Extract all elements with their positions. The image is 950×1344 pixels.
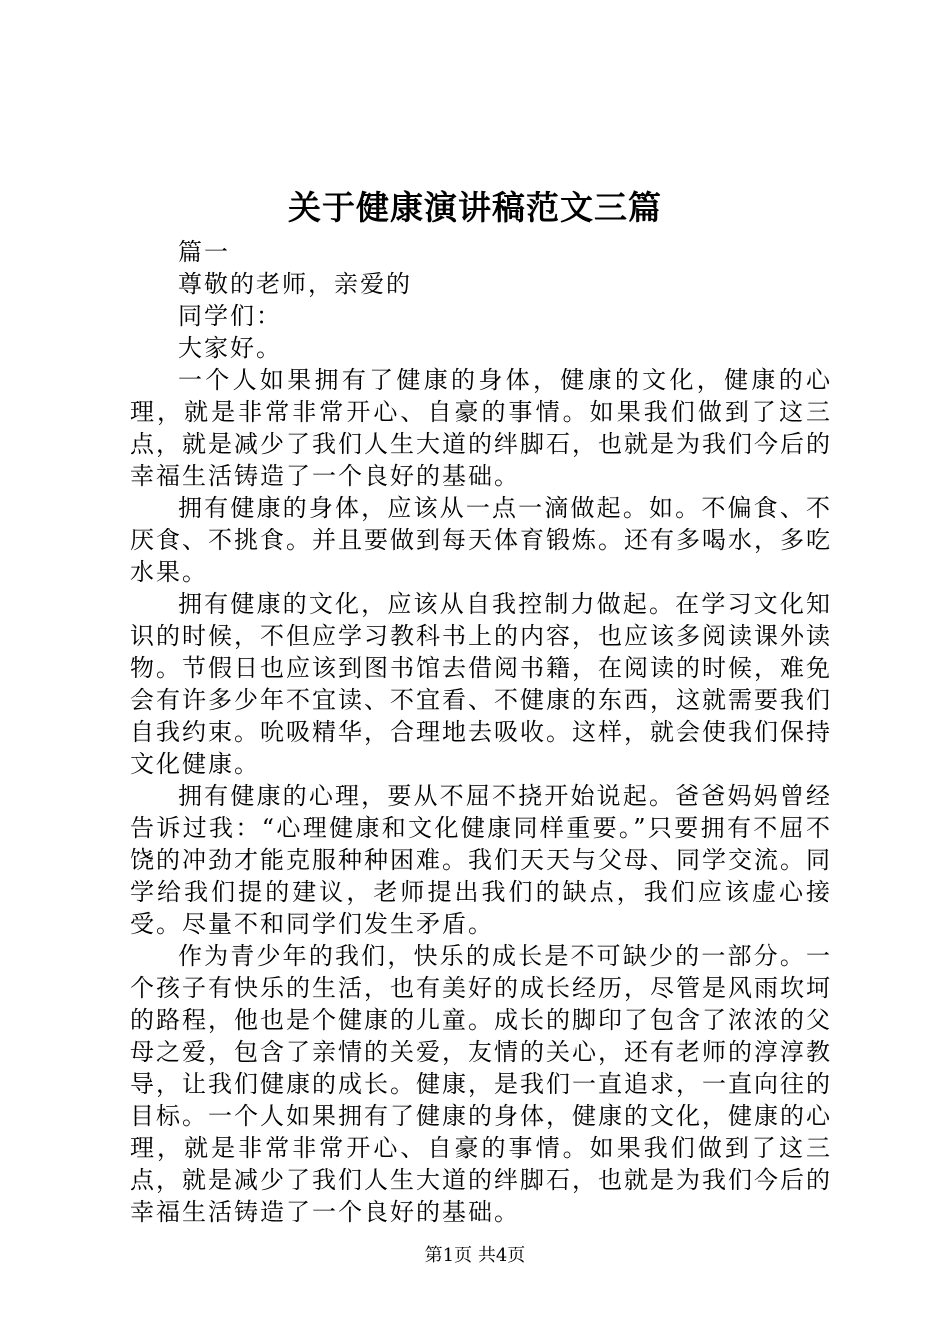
paragraph-mental-health: 拥有健康的心理，要从不屈不挠开始说起。爸爸妈妈曾经告诉过我：“心理健康和文化健康同样重要。”只要拥有不屈不饶的冲劲才能克服种种困难。我们天天与父母、同学交流。同学给我们提的建议，老师提出我们的缺点，我们应该虚心接受。尽量不和同学们发生矛盾。 [130, 782, 832, 938]
section-heading: 篇一 [178, 238, 230, 266]
document-body [130, 236, 832, 1228]
paragraph-growth: 作为青少年的我们，快乐的成长是不可缺少的一部分。一个孩子有快乐的生活，也有美好的成长经历，尽管是风雨坎坷的路程，他也是个健康的儿童。成长的脚印了包含了浓浓的父母之爱，包含了亲情的关爱，友情的关心，还有老师的淳淳教导，让我们健康的成长。健康，是我们一直追求，一直向往的目标。一个人如果拥有了健康的身体，健康的文化，健康的心理，就是非常非常开心、自豪的事情。如果我们做到了这三点，就是减少了我们人生大道的绊脚石，也就是为我们今后的幸福生活铸造了一个良好的基础。 [130, 942, 832, 1226]
greeting: 大家好。 [178, 334, 282, 362]
salutation-line-2: 同学们： [178, 302, 282, 330]
paragraph-body-health: 拥有健康的身体，应该从一点一滴做起。如。不偏食、不厌食、不挑食。并且要做到每天体育锻炼。还有多喝水，多吃水果。 [130, 494, 832, 586]
page-number-footer: 第1页 共4页 [424, 1245, 526, 1266]
document-title: 关于健康演讲稿范文三篇 [288, 188, 662, 227]
salutation-line-1: 尊敬的老师，亲爱的 [178, 270, 412, 298]
paragraph-intro: 一个人如果拥有了健康的身体，健康的文化，健康的心理，就是非常非常开心、自豪的事情。如果我们做到了这三点，就是减少了我们人生大道的绊脚石，也就是为我们今后的幸福生活铸造了一个良好的基础。 [130, 366, 832, 490]
paragraph-culture-health: 拥有健康的文化，应该从自我控制力做起。在学习文化知识的时候，不但应学习教科书上的内容，也应该多阅读课外读物。节假日也应该到图书馆去借阅书籍，在阅读的时候，难免会有许多少年不宜读、不宜看、不健康的东西，这就需要我们自我约束。吮吸精华，合理地去吸收。这样，就会使我们保持文化健康。 [130, 590, 832, 778]
